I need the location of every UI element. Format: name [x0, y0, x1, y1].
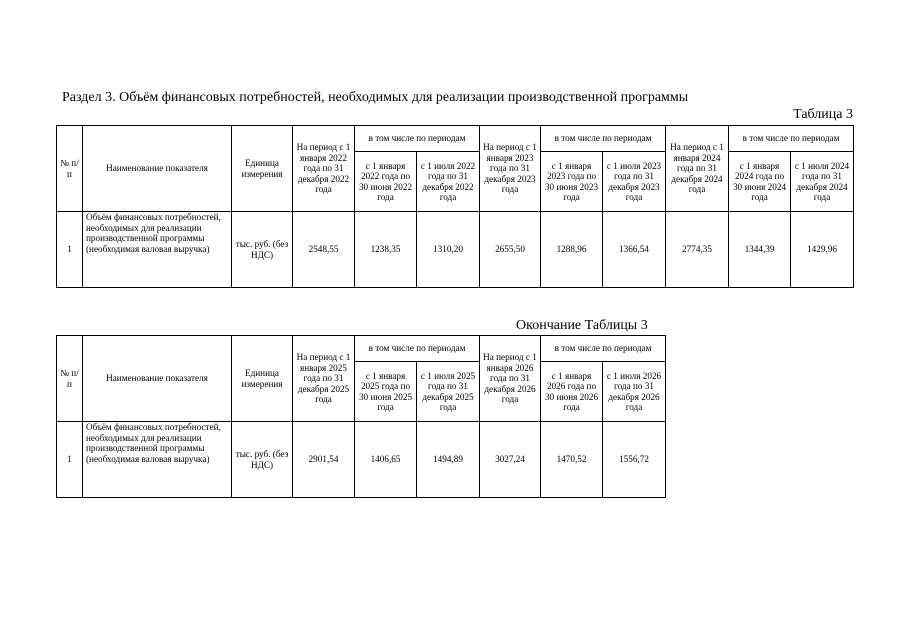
header-period-2022: На период с 1 января 2022 года по 31 декабря 2022 года: [293, 126, 355, 212]
header-name: Наименование показателя: [83, 336, 232, 422]
value-cell: 2655,50: [480, 212, 541, 288]
header-unit: Единица измерения: [232, 336, 293, 422]
header-sub1-2025: с 1 января 2025 года по 30 июня 2025 года: [355, 362, 417, 422]
table1-caption: Таблица 3: [793, 107, 853, 122]
row-num: 1: [57, 422, 83, 498]
row-num: 1: [57, 212, 83, 288]
header-sub2-2026: с 1 июля 2026 года по 31 декабря 2026 года: [603, 362, 666, 422]
value-cell: 2774,35: [666, 212, 729, 288]
header-including-2026: в том числе по периодам: [541, 336, 666, 362]
header-sub2-2022: с 1 июля 2022 года по 31 декабря 2022 года: [417, 152, 480, 212]
value-cell: 2548,55: [293, 212, 355, 288]
header-sub2-2025: с 1 июля 2025 года по 31 декабря 2025 года: [417, 362, 480, 422]
header-sub1-2026: с 1 января 2026 года по 30 июня 2026 года: [541, 362, 603, 422]
header-sub1-2024: с 1 января 2024 года по 30 июня 2024 года: [729, 152, 791, 212]
value-cell: 1429,96: [791, 212, 854, 288]
table1: [56, 125, 854, 288]
value-cell: 1344,39: [729, 212, 791, 288]
section-title: Раздел 3. Объём финансовых потребностей, необходимых для реализации производственной программы: [62, 90, 689, 105]
value-cell: 1288,96: [541, 212, 603, 288]
table-row: [57, 422, 666, 498]
header-period-2024: На период с 1 января 2024 года по 31 декабря 2024 года: [666, 126, 729, 212]
header-sub2-2023: с 1 июля 2023 года по 31 декабря 2023 года: [603, 152, 666, 212]
row-name: Объём финансовых потребностей, необходимых для реализации производственной программы (необходимая валовая выручка): [83, 212, 232, 288]
header-including-2025: в том числе по периодам: [355, 336, 480, 362]
value-cell: 1310,20: [417, 212, 480, 288]
header-including-2024: в том числе по периодам: [729, 126, 854, 152]
value-cell: 2901,54: [293, 422, 355, 498]
header-period-2023: На период с 1 января 2023 года по 31 декабря 2023 года: [480, 126, 541, 212]
row-name: Объём финансовых потребностей, необходимых для реализации производственной программы (необходимая валовая выручка): [83, 422, 232, 498]
table2: [56, 335, 666, 498]
header-sub1-2022: с 1 января 2022 года по 30 июня 2022 года: [355, 152, 417, 212]
header-num: № п/п: [57, 126, 83, 212]
table-row: [57, 212, 854, 288]
row-unit: тыс. руб. (без НДС): [232, 212, 293, 288]
header-num: № п/п: [57, 336, 83, 422]
header-sub2-2024: с 1 июля 2024 года по 31 декабря 2024 года: [791, 152, 854, 212]
header-name: Наименование показателя: [83, 126, 232, 212]
value-cell: 1238,35: [355, 212, 417, 288]
table2-caption: Окончание Таблицы 3: [516, 318, 648, 333]
table2-header-row: [57, 336, 666, 362]
header-sub1-2023: с 1 января 2023 года по 30 июня 2023 года: [541, 152, 603, 212]
header-including-2023: в том числе по периодам: [541, 126, 666, 152]
value-cell: 1366,54: [603, 212, 666, 288]
table1-header-row: [57, 126, 854, 152]
header-unit: Единица измерения: [232, 126, 293, 212]
value-cell: 1556,72: [603, 422, 666, 498]
header-including-2022: в том числе по периодам: [355, 126, 480, 152]
value-cell: 3027,24: [480, 422, 541, 498]
value-cell: 1494,89: [417, 422, 480, 498]
header-period-2025: На период с 1 января 2025 года по 31 декабря 2025 года: [293, 336, 355, 422]
row-unit: тыс. руб. (без НДС): [232, 422, 293, 498]
value-cell: 1406,65: [355, 422, 417, 498]
value-cell: 1470,52: [541, 422, 603, 498]
header-period-2026: На период с 1 января 2026 года по 31 декабря 2026 года: [480, 336, 541, 422]
